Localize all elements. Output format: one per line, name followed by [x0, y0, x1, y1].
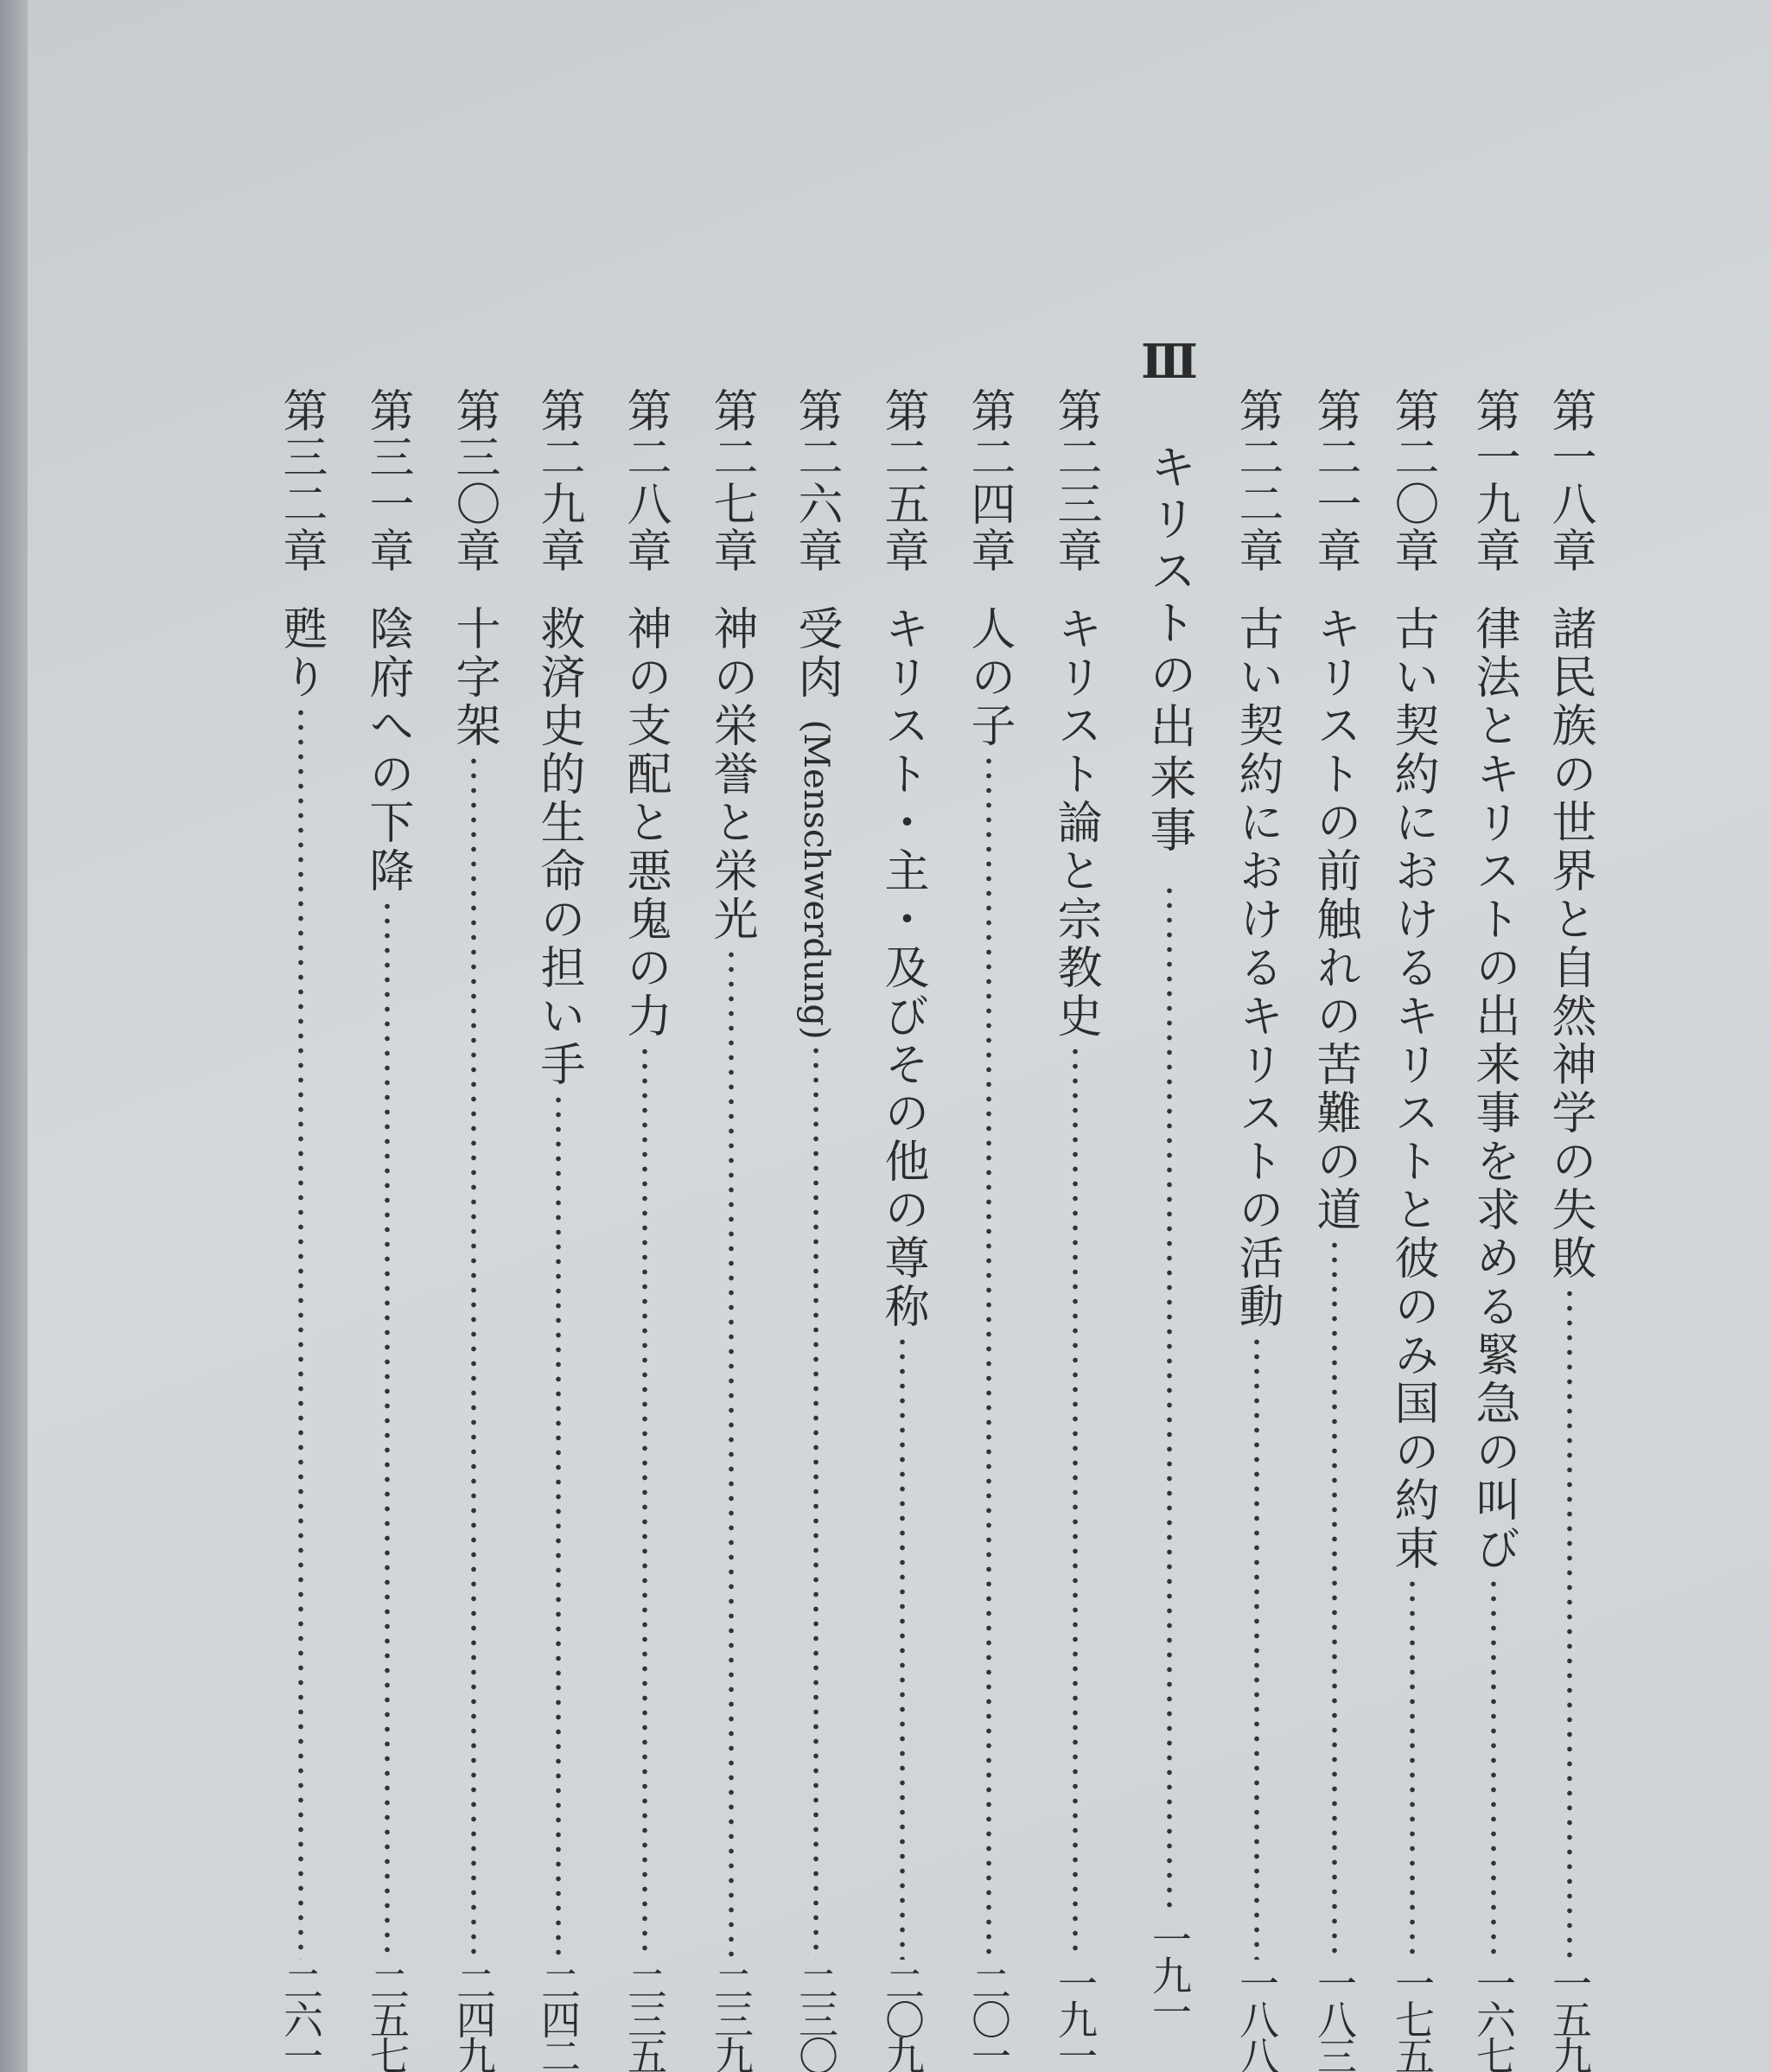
page-number: 一九一: [1052, 1963, 1099, 2072]
page-number: 一五九: [1546, 1963, 1593, 2072]
chapter-title: 救済史的生命の担い手: [532, 605, 584, 1089]
toc-entry: [875, 387, 930, 2072]
chapter-title: 人の子: [963, 605, 1015, 750]
dot-leader: [360, 899, 415, 1960]
chapter-title: 古い契約におけるキリストの活動: [1231, 605, 1283, 1331]
toc-entry: [1385, 387, 1440, 2072]
table-of-contents: [28, 387, 1771, 2072]
toc-entry: [1542, 387, 1597, 2072]
part-title: キリストの出来事: [1143, 443, 1197, 857]
dot-leader: [617, 1044, 672, 1960]
chapter-title: キリスト論と宗教史: [1049, 605, 1101, 1041]
toc-entry: [788, 387, 844, 2072]
page-number: 二三〇: [793, 1963, 839, 2072]
part-numeral: Ⅲ: [1142, 334, 1197, 391]
toc-entry: [1229, 387, 1284, 2072]
dot-leader: [961, 754, 1016, 1960]
chapter-number: 第二八章: [619, 387, 671, 574]
dot-leader: [875, 1335, 930, 1960]
chapter-title: 古い契約におけるキリストと彼のみ国の約束: [1386, 605, 1438, 1573]
page-number: 一八八: [1233, 1963, 1280, 2072]
dot-leader: [704, 947, 759, 1960]
toc-entry: [273, 387, 328, 2072]
dot-leader: [273, 705, 328, 1960]
chapter-title: 律法とキリストの出来事を求める緊急の叫び: [1468, 605, 1519, 1573]
chapter-title: 十字架: [448, 605, 500, 750]
chapter-title-text: 受肉: [790, 605, 842, 702]
dot-leader: [531, 1093, 586, 1960]
page-number: 一七五: [1389, 1963, 1436, 2072]
chapter-title: 甦り: [275, 605, 327, 702]
page-number: 二〇九: [879, 1963, 926, 2072]
page-number: 一九一: [1146, 1919, 1193, 2028]
chapter-number: 第二二章: [1231, 387, 1283, 574]
toc-entry: [446, 387, 501, 2072]
chapter-title: キリスト・主・及びその他の尊称: [876, 605, 928, 1331]
chapter-number: 第三〇章: [448, 387, 500, 574]
dot-leader: [1307, 1238, 1362, 1960]
chapter-number: 第二六章: [790, 387, 842, 574]
dot-leader: [1466, 1577, 1521, 1960]
toc-entry: [1307, 387, 1362, 2072]
chapter-number: 第二七章: [705, 387, 757, 574]
page-number: 一六七: [1470, 1963, 1517, 2072]
dot-leader: [1139, 883, 1200, 1914]
page-number: 二五七: [364, 1963, 411, 2072]
toc-entry: [531, 387, 586, 2072]
dot-leader: [1385, 1577, 1440, 1960]
chapter-title: 神の栄誉と栄光: [705, 605, 757, 944]
chapter-title: キリストの前触れの苦難の道: [1309, 605, 1360, 1234]
toc-entry: [1466, 387, 1521, 2072]
chapter-title: 神の支配と悪鬼の力: [619, 605, 671, 1041]
chapter-title: 諸民族の世界と自然神学の失敗: [1544, 605, 1596, 1283]
toc-entry: [704, 387, 759, 2072]
dot-leader: [788, 1043, 844, 1960]
dot-leader: [446, 754, 501, 1960]
chapter-number: 第二一章: [1309, 387, 1360, 574]
chapter-number: 第二三章: [1049, 387, 1101, 574]
chapter-number: 第三二章: [275, 387, 327, 574]
dot-leader: [1048, 1044, 1103, 1960]
dot-leader: [1229, 1335, 1284, 1960]
chapter-title-latin: (Menschwerdung): [796, 719, 836, 1040]
toc-entry: [961, 387, 1016, 2072]
page-number: 二三五: [621, 1963, 668, 2072]
chapter-number: 第三一章: [361, 387, 413, 574]
toc-entry: [360, 387, 415, 2072]
page-number: 二四二: [535, 1963, 582, 2072]
chapter-number: 第一九章: [1468, 387, 1519, 574]
page-number: 二〇一: [965, 1963, 1012, 2072]
page-number: 一八三: [1311, 1963, 1358, 2072]
chapter-number: 第一八章: [1544, 387, 1596, 574]
chapter-number: 第二四章: [963, 387, 1015, 574]
dot-leader: [1542, 1286, 1597, 1960]
toc-entry: [617, 387, 672, 2072]
book-page: [28, 0, 1771, 2072]
page-number: 二六一: [277, 1963, 324, 2072]
part-heading: [1139, 334, 1200, 2028]
chapter-number: 第二〇章: [1386, 387, 1438, 574]
chapter-title: [788, 605, 844, 1040]
chapter-number: 第二九章: [532, 387, 584, 574]
chapter-title: 陰府への下降: [361, 605, 413, 896]
chapter-number: 第二五章: [876, 387, 928, 574]
page-number: 二三九: [708, 1963, 755, 2072]
toc-entry: [1048, 387, 1103, 2072]
page-number: 二四九: [450, 1963, 497, 2072]
